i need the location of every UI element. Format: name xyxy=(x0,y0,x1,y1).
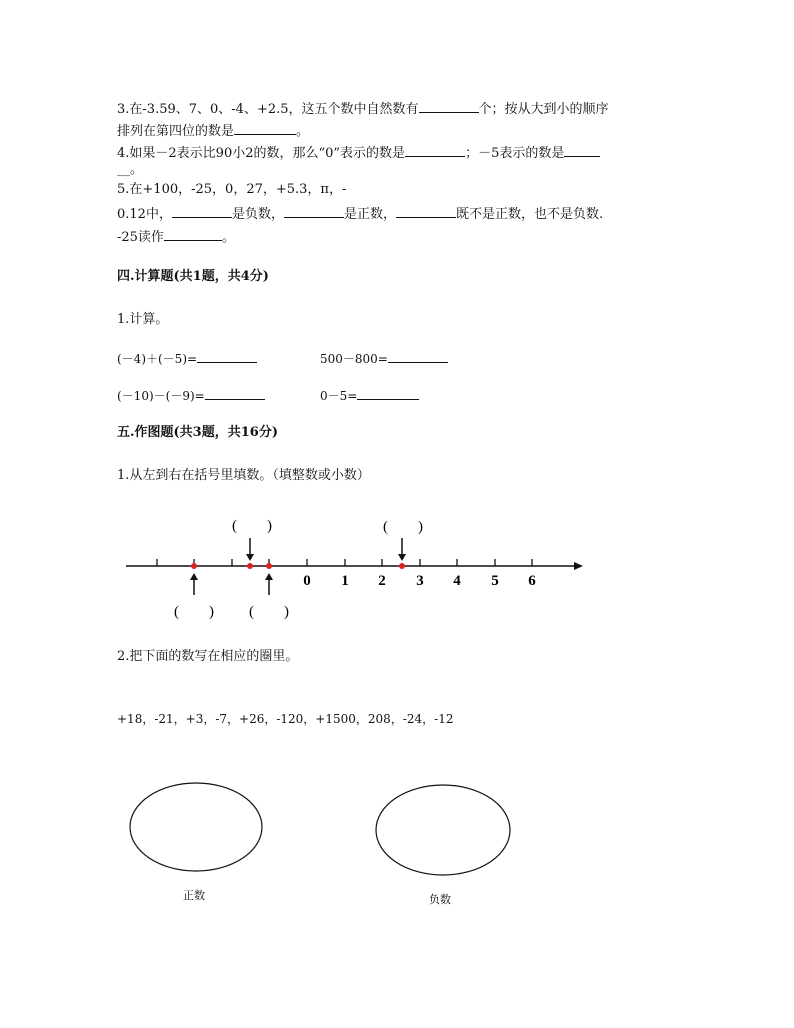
negative-label: 负数 xyxy=(429,893,451,906)
calc-item-1 xyxy=(117,348,257,367)
calc-item-1-text: (－4)＋(－5)= xyxy=(117,352,198,366)
bracket-bottom-1[interactable]: ( ) xyxy=(174,604,214,620)
calc-item-3 xyxy=(117,385,265,404)
calc-item-4 xyxy=(320,385,419,404)
arrow-up-1-head xyxy=(190,573,198,580)
tick-label-2: 2 xyxy=(378,573,386,589)
calc-item-4-text: 0－5= xyxy=(320,389,358,403)
point-red-3 xyxy=(266,563,272,569)
calc-item-2 xyxy=(320,348,448,367)
q4-text-a: 4.如果－2表示比90小2的数，那么“0”表示的数是 xyxy=(117,146,406,161)
calc-blank-1[interactable] xyxy=(197,348,257,363)
q5-blank-3[interactable] xyxy=(396,203,456,218)
tick-label-6: 6 xyxy=(528,573,536,589)
q5-text-b: 0.12中， xyxy=(117,207,172,222)
q5-line1 xyxy=(117,181,346,199)
q5-blank-4[interactable] xyxy=(164,226,222,241)
section5-title: 五.作图题(共3题，共16分) xyxy=(117,425,278,440)
q5-blank-1[interactable] xyxy=(172,203,232,218)
bracket-top-2[interactable]: ( ) xyxy=(383,519,423,535)
q5-text-e: 既不是正数，也不是负数. xyxy=(455,207,604,222)
q5-text-c: 是负数， xyxy=(231,207,284,222)
q3-text-a: 3.在-3.59、7、0、-4、+2.5，这五个数中自然数有 xyxy=(117,102,419,117)
q4-line1 xyxy=(117,142,600,163)
numbers-list: +18，-21，+3，-7，+26，-120，+1500，208，-24，-12 xyxy=(117,712,454,726)
point-red-2 xyxy=(247,563,253,569)
q3-text-b: 个；按从大到小的顺序 xyxy=(478,102,609,117)
q3-line2 xyxy=(117,120,309,141)
section5-q1: 1.从左到右在括号里填数。（填整数或小数） xyxy=(117,468,370,483)
q4-line2 xyxy=(117,161,143,179)
section4-q1: 1.计算。 xyxy=(117,312,169,327)
tick-label-0: 0 xyxy=(303,573,311,589)
q3-line1 xyxy=(117,98,609,119)
q5-line3 xyxy=(117,226,235,247)
tick-label-4: 4 xyxy=(453,573,461,589)
calc-blank-2[interactable] xyxy=(388,348,448,363)
tick-label-5: 5 xyxy=(491,573,499,589)
q4-text-b: ；－5表示的数是 xyxy=(465,146,565,161)
arrow-down-2-head xyxy=(398,554,406,561)
bracket-top-1[interactable]: ( ) xyxy=(232,518,272,534)
number-line-figure xyxy=(0,505,794,645)
q5-text-d: 是正数， xyxy=(343,207,396,222)
circles-figure xyxy=(0,775,794,935)
tick-label-1: 1 xyxy=(341,573,349,589)
q4-text-c: __。 xyxy=(117,162,144,177)
point-red-1 xyxy=(191,563,197,569)
calc-item-2-text: 500－800= xyxy=(320,352,388,366)
section5-q2: 2.把下面的数写在相应的圈里。 xyxy=(117,649,299,664)
q3-blank-2[interactable] xyxy=(234,120,296,135)
q3-text-c: 排列在第四位的数是 xyxy=(117,124,235,139)
positive-label: 正数 xyxy=(183,889,205,902)
q5-text-f: -25读作 xyxy=(117,230,164,245)
point-red-4 xyxy=(399,563,405,569)
bracket-bottom-2[interactable]: ( ) xyxy=(249,604,289,620)
q5-text-a: 5.在+100，-25，0，27，+5.3，π，- xyxy=(117,182,347,197)
arrow-up-2-head xyxy=(265,573,273,580)
q4-blank-2[interactable] xyxy=(564,142,600,157)
calc-item-3-text: (－10)－(－9)= xyxy=(117,389,205,403)
q5-text-g: 。 xyxy=(221,230,235,245)
q5-line2 xyxy=(117,203,603,224)
negative-circle[interactable] xyxy=(376,785,510,875)
q3-text-d: 。 xyxy=(296,124,310,139)
calc-blank-3[interactable] xyxy=(205,385,265,400)
positive-circle[interactable] xyxy=(130,783,262,871)
arrow-down-1-head xyxy=(246,554,254,561)
q3-blank-1[interactable] xyxy=(419,98,479,113)
q5-blank-2[interactable] xyxy=(284,203,344,218)
axis-arrow-head xyxy=(574,562,583,570)
tick-label-3: 3 xyxy=(416,573,424,589)
calc-blank-4[interactable] xyxy=(357,385,419,400)
section4-title: 四.计算题(共1题，共4分) xyxy=(117,269,269,284)
q4-blank-1[interactable] xyxy=(405,142,465,157)
